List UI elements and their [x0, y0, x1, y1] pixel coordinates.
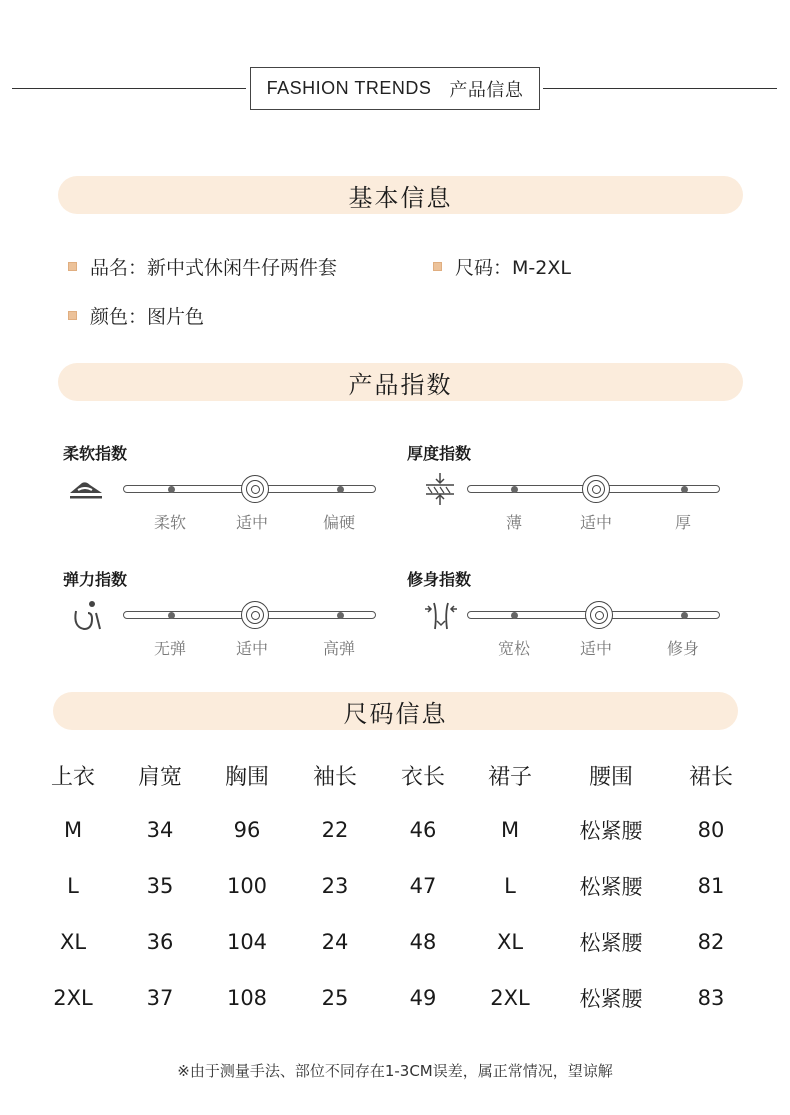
index-dot [168, 612, 175, 619]
table-cell: 松紧腰 [579, 875, 643, 899]
table-cell: 108 [226, 986, 268, 1010]
table-cell: 46 [409, 818, 437, 842]
index-title-softness: 柔软指数 [63, 444, 128, 463]
table-cell: XL [496, 930, 524, 954]
info-product-name [68, 253, 337, 280]
table-cell: 2XL [490, 986, 530, 1010]
index-dot [511, 486, 518, 493]
index-level-label: 适中 [235, 639, 268, 658]
size-table-header: 腰围 [588, 765, 633, 790]
table-cell: 47 [409, 874, 437, 898]
index-dot [511, 612, 518, 619]
size-table-header: 上衣 [50, 765, 95, 790]
table-cell: 25 [321, 986, 349, 1010]
index-level-label: 高弹 [322, 639, 355, 658]
thickness-icon [422, 471, 458, 507]
size-table-header: 衣长 [400, 765, 445, 790]
index-level-label: 修身 [666, 639, 699, 658]
size-table-header: 胸围 [224, 765, 269, 790]
index-dot [681, 486, 688, 493]
index-level-label: 偏硬 [322, 513, 355, 532]
table-cell: 松紧腰 [579, 931, 643, 955]
index-title-fit: 修身指数 [407, 570, 472, 589]
index-knob-softness [241, 475, 269, 503]
softness-icon [68, 471, 104, 507]
elasticity-icon [70, 599, 106, 635]
index-dot [337, 612, 344, 619]
fit-icon [423, 599, 459, 635]
table-cell: 松紧腰 [579, 987, 643, 1011]
header-title-cn: 产品信息 [449, 79, 524, 101]
header-line-right [543, 88, 777, 89]
table-cell: 48 [409, 930, 437, 954]
info-size-range-text: 尺码：M-2XL [455, 257, 571, 279]
index-knob-elasticity [241, 601, 269, 629]
section-banner-basic: 基本信息 [58, 176, 743, 214]
bullet-icon [68, 262, 77, 271]
table-cell: 49 [409, 986, 437, 1010]
header-title-en: FASHION TRENDS [266, 78, 432, 98]
size-table-header: 袖长 [312, 765, 357, 790]
bullet-icon [433, 262, 442, 271]
index-knob-fit [585, 601, 613, 629]
table-cell: 2XL [53, 986, 93, 1010]
table-cell: M [500, 818, 520, 842]
info-color [68, 302, 204, 329]
info-size-range [433, 253, 571, 280]
table-cell: 松紧腰 [579, 819, 643, 843]
table-cell: 22 [321, 818, 349, 842]
size-table-header: 裙长 [688, 765, 733, 790]
size-table-header: 肩宽 [137, 765, 182, 790]
table-cell: XL [59, 930, 87, 954]
table-cell: 23 [321, 874, 349, 898]
table-cell: 36 [146, 930, 174, 954]
info-color-text: 颜色：图片色 [90, 306, 205, 328]
bullet-icon [68, 311, 77, 320]
size-table-header: 裙子 [487, 765, 532, 790]
table-cell: 82 [697, 930, 725, 954]
table-cell: 81 [697, 874, 725, 898]
index-level-label: 适中 [579, 639, 612, 658]
section-banner-size: 尺码信息 [53, 692, 738, 730]
table-cell: 24 [321, 930, 349, 954]
index-dot [168, 486, 175, 493]
table-cell: L [67, 874, 79, 898]
index-title-elasticity: 弹力指数 [63, 570, 128, 589]
table-cell: 80 [697, 818, 725, 842]
index-level-label: 柔软 [153, 513, 186, 532]
table-cell: 83 [697, 986, 725, 1010]
table-cell: 37 [146, 986, 174, 1010]
index-level-label: 适中 [579, 513, 612, 532]
table-cell: 96 [233, 818, 261, 842]
index-knob-thickness [582, 475, 610, 503]
header-line-left [12, 88, 246, 89]
info-product-name-text: 品名：新中式休闲牛仔两件套 [90, 257, 338, 279]
index-level-label: 适中 [235, 513, 268, 532]
index-dot [681, 612, 688, 619]
index-dot [337, 486, 344, 493]
index-title-thickness: 厚度指数 [407, 444, 472, 463]
index-level-label: 厚 [674, 513, 691, 532]
measurement-note: ※由于测量手法、部位不同存在1-3CM误差，属正常情况，望谅解 [177, 1062, 613, 1080]
table-cell: M [63, 818, 83, 842]
table-cell: 100 [226, 874, 268, 898]
index-level-label: 宽松 [497, 639, 530, 658]
header-title-box [250, 67, 540, 110]
index-level-label: 无弹 [153, 639, 186, 658]
table-cell: 34 [146, 818, 174, 842]
table-cell: 35 [146, 874, 174, 898]
table-cell: L [504, 874, 516, 898]
index-level-label: 薄 [505, 513, 522, 532]
section-banner-index: 产品指数 [58, 363, 743, 401]
table-cell: 104 [226, 930, 268, 954]
